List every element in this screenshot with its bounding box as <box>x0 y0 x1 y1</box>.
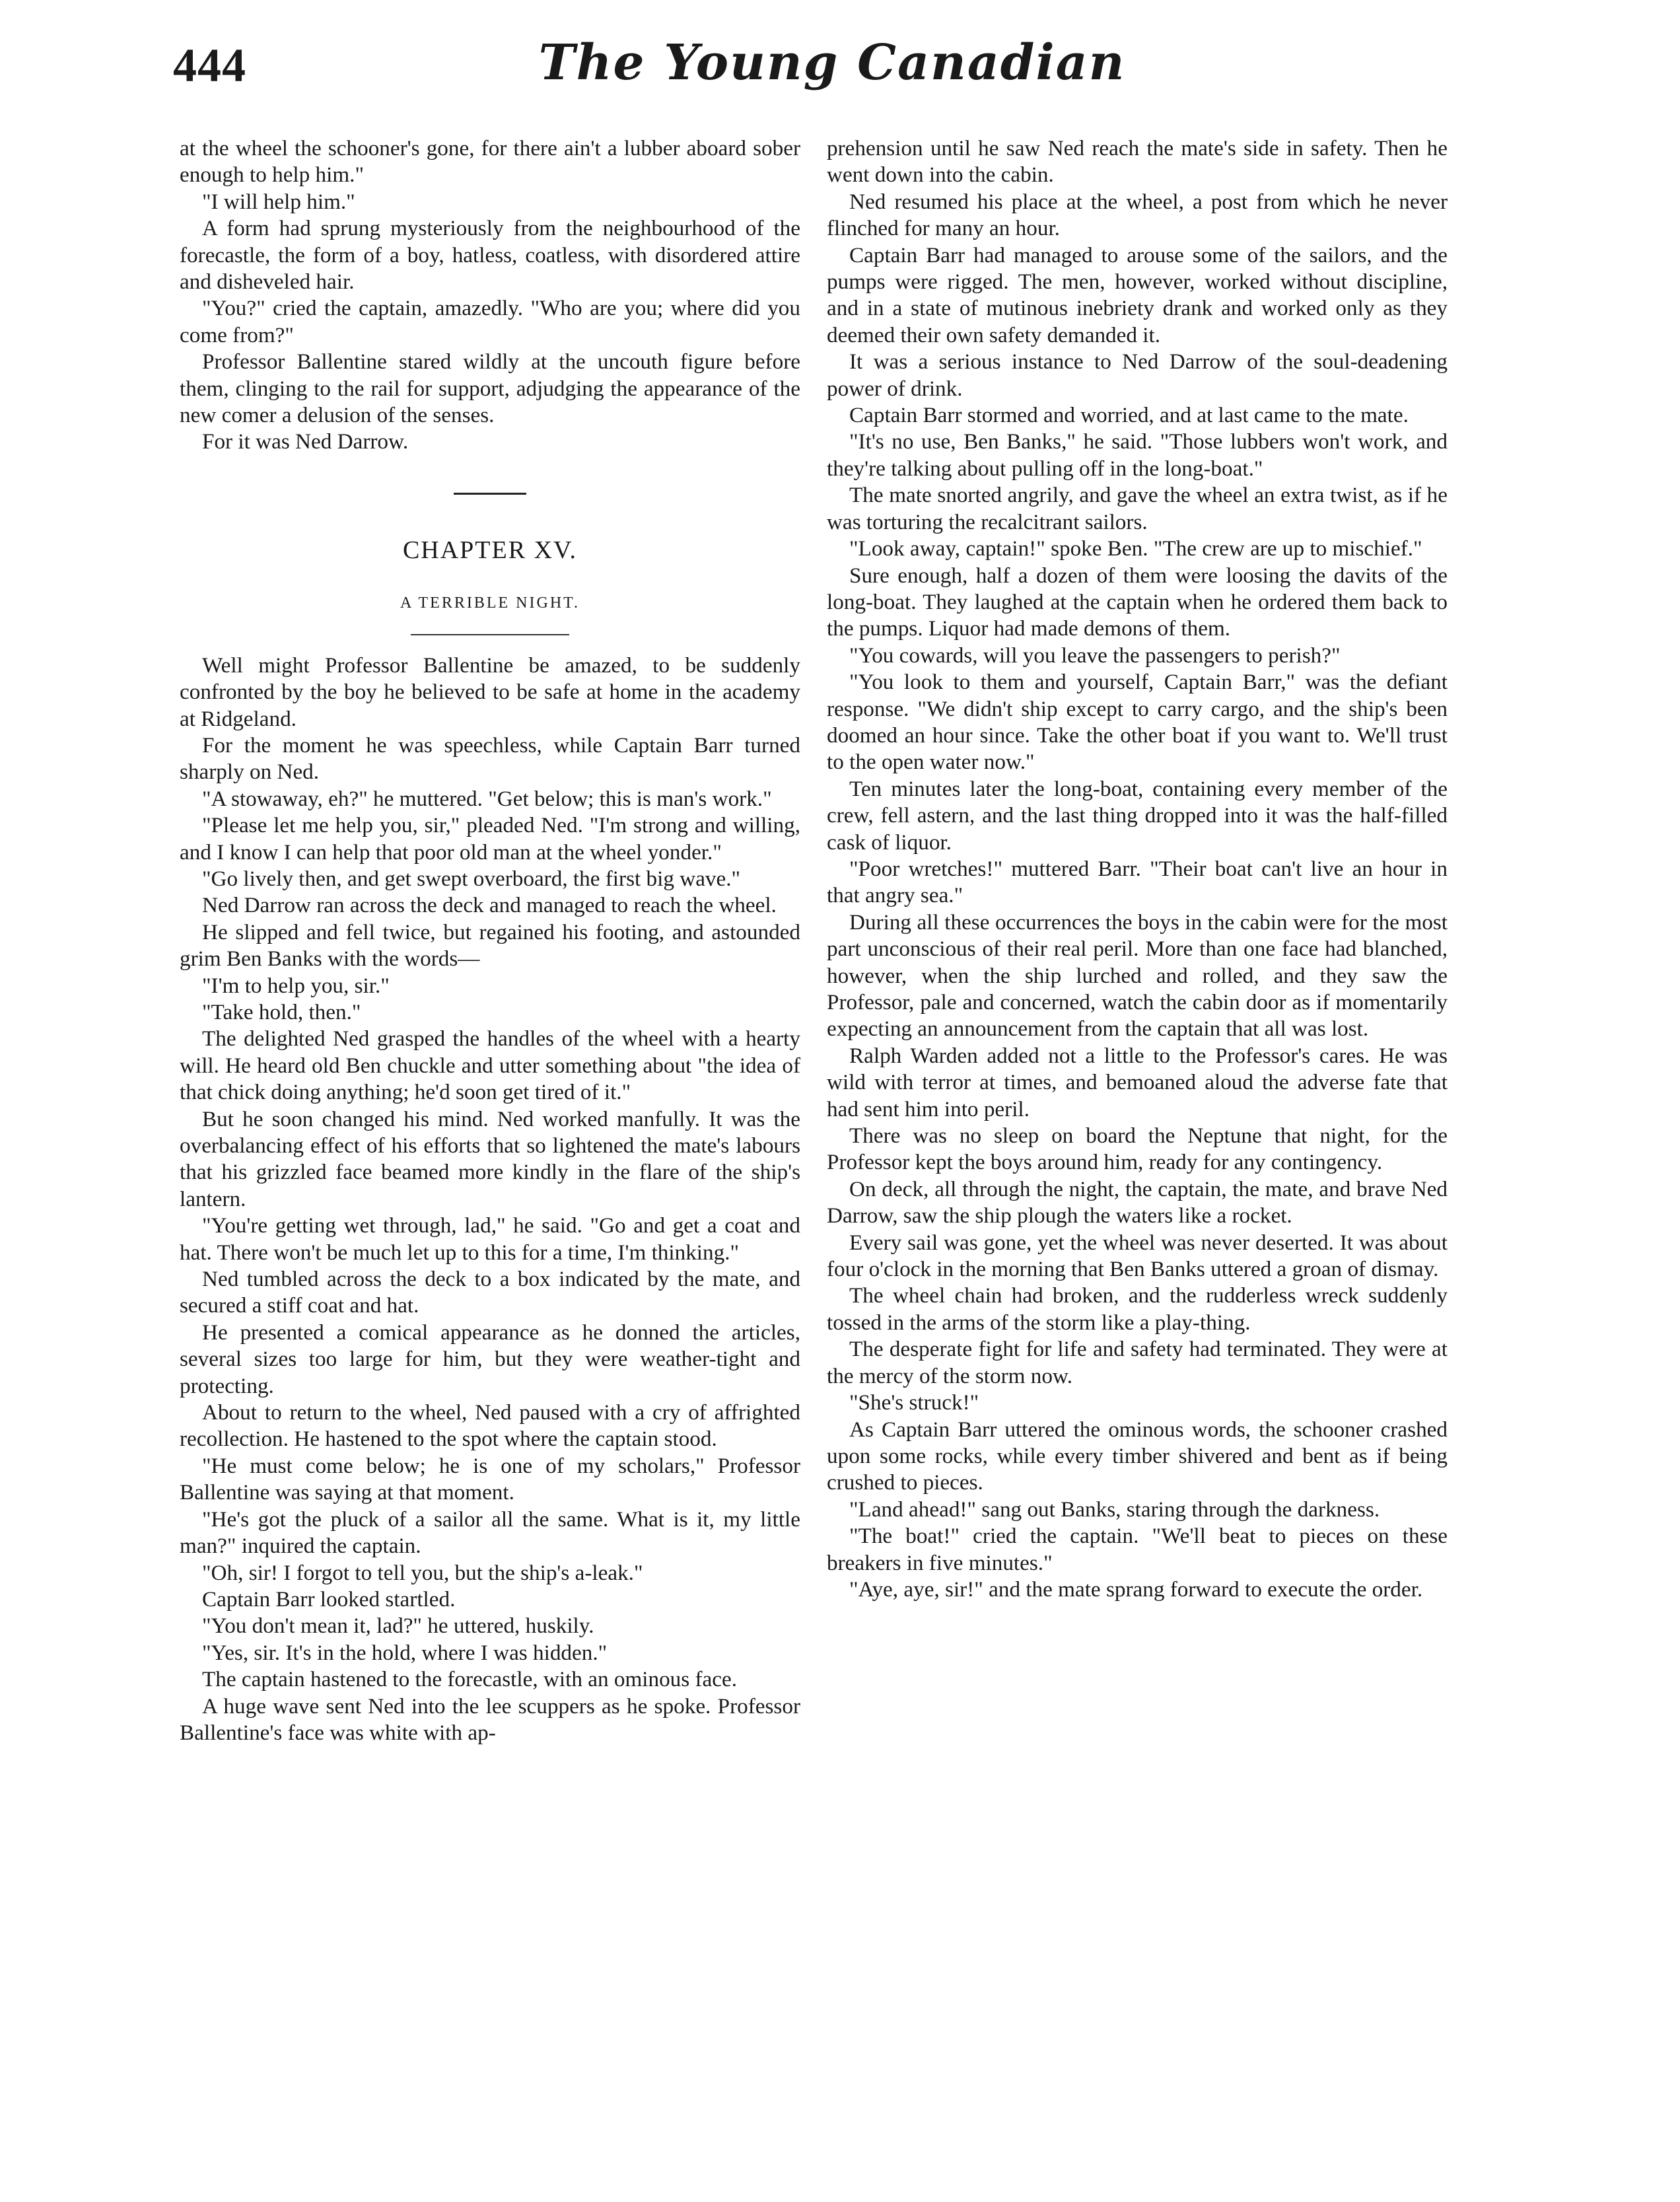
paragraph: There was no sleep on board the Neptune that night, for the Professor kept the boys around him, ready for any contingency. <box>827 1123 1448 1175</box>
paragraph: The delighted Ned grasped the handles of the wheel with a hearty will. He heard old Ben chuckle and utter something about "the idea of that chick doing anything; he'd soon get tired of it." <box>180 1026 800 1105</box>
chapter-subtitle: A TERRIBLE NIGHT. <box>400 594 580 612</box>
paragraph: For it was Ned Darrow. <box>202 429 409 454</box>
paragraph: "Oh, sir! I forgot to tell you, but the ship's a-leak." <box>202 1560 643 1585</box>
paragraph: Ned Darrow ran across the deck and managed to reach the wheel. <box>202 893 777 918</box>
paragraph: He slipped and fell twice, but regained his footing, and astounded grim Ben Banks with the words— <box>180 919 800 972</box>
left-column <box>180 135 800 1746</box>
paragraph: The mate snorted angrily, and gave the wheel an extra twist, as if he was torturing the recalcitrant sailors. <box>827 483 1448 534</box>
paragraph: Sure enough, half a dozen of them were loosing the davits of the long-boat. They laughed at the captain when he ordered them back to the pumps. Liquor had made demons of them. <box>827 563 1448 641</box>
paragraph: "The boat!" cried the captain. "We'll beat to pieces on these breakers in five minutes." <box>827 1524 1448 1575</box>
paragraph: "Take hold, then." <box>202 999 361 1024</box>
right-column <box>827 135 1448 1603</box>
paragraph: A huge wave sent Ned into the lee scuppers as he spoke. Professor Ballentine's face was white with ap- <box>180 1693 800 1745</box>
subtitle-divider <box>411 634 569 635</box>
chapter-heading: CHAPTER XV. <box>402 536 578 564</box>
paragraph: A form had sprung mysteriously from the neighbourhood of the forecastle, the form of a boy, hatless, coatless, with disordered attire and disheveled hair. <box>180 216 800 295</box>
paragraph: Ten minutes later the long-boat, containing every member of the crew, fell astern, and the last thing dropped into it was the half-filled cask of liquor. <box>827 776 1448 855</box>
paragraph: prehension until he saw Ned reach the mate's side in safety. Then he went down into the cabin. <box>827 136 1448 188</box>
paragraph: Well might Professor Ballentine be amazed, to be suddenly confronted by the boy he believed to be safe at home in the academy at Ridgeland. <box>180 653 800 731</box>
publication-title: The Young Canadian <box>538 34 1126 91</box>
paragraph: "You cowards, will you leave the passengers to perish?" <box>849 643 1341 668</box>
paragraph: The captain hastened to the forecastle, with an ominous face. <box>202 1667 738 1692</box>
page-header <box>173 34 1491 100</box>
paragraph: "You're getting wet through, lad," he said. "Go and get a coat and hat. There won't be much let up to this for a time, I'm thinking." <box>180 1213 800 1265</box>
paragraph: About to return to the wheel, Ned paused with a cry of affrighted recollection. He hastened to the spot where the captain stood. <box>180 1400 800 1452</box>
paragraph: Ralph Warden added not a little to the Professor's cares. He was wild with terror at times, and bemoaned aloud the adverse fate that had sent him into peril. <box>827 1043 1448 1121</box>
paragraph: For the moment he was speechless, while Captain Barr turned sharply on Ned. <box>180 732 800 785</box>
paragraph: He presented a comical appearance as he donned the articles, several sizes too large for him, but they were weather-tight and protecting. <box>180 1320 800 1398</box>
paragraph: at the wheel the schooner's gone, for there ain't a lubber aboard sober enough to help him." <box>180 136 800 188</box>
paragraph: "I'm to help you, sir." <box>202 973 390 998</box>
page-number: 444 <box>173 39 246 92</box>
paragraph: On deck, all through the night, the captain, the mate, and brave Ned Darrow, saw the ship plough the waters like a rocket. <box>827 1176 1448 1228</box>
paragraph: "A stowaway, eh?" he muttered. "Get below; this is man's work." <box>202 786 772 811</box>
paragraph: "You don't mean it, lad?" he uttered, huskily. <box>202 1614 594 1639</box>
paragraph: "Yes, sir. It's in the hold, where I was hidden." <box>202 1640 608 1665</box>
paragraph: "Aye, aye, sir!" and the mate sprang forward to execute the order. <box>849 1577 1423 1602</box>
paragraph: As Captain Barr uttered the ominous words, the schooner crashed upon some rocks, while every timber shivered and bent as if being crushed to pieces. <box>827 1417 1448 1495</box>
paragraph: Professor Ballentine stared wildly at the uncouth figure before them, clinging to the rail for support, adjudging the appearance of the new comer a delusion of the senses. <box>180 349 800 428</box>
paragraph: Every sail was gone, yet the wheel was never deserted. It was about four o'clock in the morning that Ben Banks uttered a groan of dismay. <box>827 1230 1448 1282</box>
paragraph: The wheel chain had broken, and the rudderless wreck suddenly tossed in the arms of the storm like a play-thing. <box>827 1283 1448 1335</box>
paragraph: Captain Barr had managed to arouse some of the sailors, and the pumps were rigged. The men, however, worked without discipline, and in a state of mutinous inebriety drank and worked only as they deemed their own safety demanded it. <box>827 242 1448 347</box>
paragraph: "Go lively then, and get swept overboard, the first big wave." <box>202 866 741 891</box>
paragraph: "I will help him." <box>202 189 355 214</box>
section-divider <box>454 493 526 495</box>
paragraph: During all these occurrences the boys in the cabin were for the most part unconscious of their real peril. More than one face had blanched, however, when the ship lurched and rolled, and they saw the Professor, pale and concerned, watch the cabin door as if momentarily expecting an announcement from the captain that all was lost. <box>827 909 1448 1042</box>
paragraph: Captain Barr looked startled. <box>202 1586 456 1612</box>
paragraph: "Poor wretches!" muttered Barr. "Their boat can't live an hour in that angry sea." <box>827 856 1448 908</box>
paragraph: "Look away, captain!" spoke Ben. "The crew are up to mischief." <box>849 536 1422 561</box>
paragraph: "Please let me help you, sir," pleaded Ned. "I'm strong and willing, and I know I can help that poor old man at the wheel yonder." <box>180 813 800 865</box>
paragraph: "He must come below; he is one of my scholars," Professor Ballentine was saying at that moment. <box>180 1453 800 1505</box>
paragraph: "He's got the pluck of a sailor all the same. What is it, my little man?" inquired the captain. <box>180 1507 800 1559</box>
paragraph: It was a serious instance to Ned Darrow of the soul-deadening power of drink. <box>827 349 1448 401</box>
paragraph: "It's no use, Ben Banks," he said. "Those lubbers won't work, and they're talking about pulling off in the long-boat." <box>827 429 1448 481</box>
paragraph: The desperate fight for life and safety had terminated. They were at the mercy of the storm now. <box>827 1337 1448 1388</box>
paragraph: Captain Barr stormed and worried, and at last came to the mate. <box>849 403 1409 428</box>
left-column-continuation <box>180 135 800 456</box>
chapter-body <box>180 653 800 1747</box>
paragraph: "She's struck!" <box>849 1390 979 1415</box>
paragraph: Ned resumed his place at the wheel, a post from which he never flinched for many an hour. <box>827 189 1448 241</box>
paragraph: "Land ahead!" sang out Banks, staring through the darkness. <box>849 1497 1380 1522</box>
paragraph: Ned tumbled across the deck to a box indicated by the mate, and secured a stiff coat and hat. <box>180 1267 800 1318</box>
paragraph: "You look to them and yourself, Captain Barr," was the defiant response. "We didn't ship except to carry cargo, and the ship's been doomed an hour since. Take the other boat if you want to. We'll trust to the open water now." <box>827 670 1448 775</box>
paragraph: But he soon changed his mind. Ned worked manfully. It was the overbalancing effect of his efforts that so lightened the mate's labours that his grizzled face beamed more kindly in the flare of the ship's lantern. <box>180 1106 800 1211</box>
paragraph: "You?" cried the captain, amazedly. "Who are you; where did you come from?" <box>180 296 800 347</box>
